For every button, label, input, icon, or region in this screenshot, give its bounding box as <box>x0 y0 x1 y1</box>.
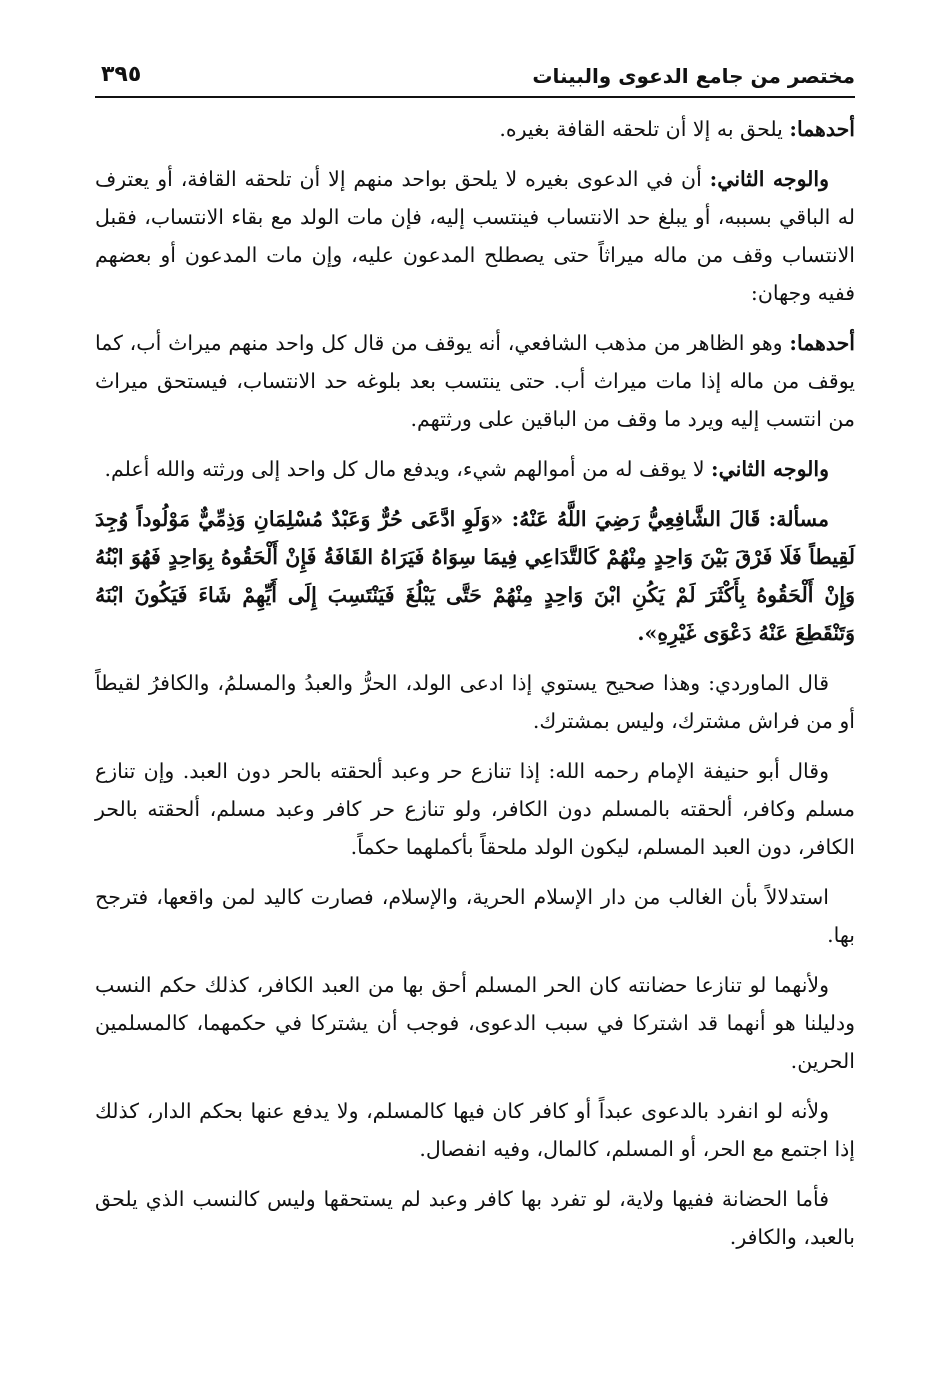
paragraph-text: ولأنهما لو تنازعا حضانته كان الحر المسلم أحق بها من العبد الكافر، كذلك حكم النسب ودليلنا هو أنهما قد اشتركا في سبب الدعوى، فوجب أن يشتركا في حكمهما، كالمسلمين الحرين. <box>95 973 855 1073</box>
paragraph-text: فأما الحضانة ففيها ولاية، لو تفرد بها كافر وعبد لم يستحقها وليس كالنسب الذي يلحق بالعبد، والكافر. <box>95 1187 855 1249</box>
paragraph <box>95 324 855 438</box>
page-number: ٣٩٥ <box>101 62 142 87</box>
quote-text: «وَلَوِ ادَّعَى حُرٌّ وَعَبْدٌ مُسْلِمَانِ وَذِمِّيٌّ مَوْلُوداً وُجِدَ لَقِيطاً فَلَا فَرْقَ بَيْنَ وَاحِدٍ مِنْهُمْ كَالتَّدَاعِي فِيمَا سِوَاهُ فَيَرَاهُ القَافَةُ فَإِنْ أَلْحَقُوهُ بِوَاحِدٍ فَهُوَ ابْنُهُ وَإِنْ أَلْحَقُوهُ بِأَكْثَرَ لَمْ يَكُنِ ابْنَ وَاحِدٍ مِنْهُمْ حَتَّى يَبْلُغَ فَيَنْتَسِبَ إِلَى أَيِّهِمْ شَاءَ فَيَكُونَ ابْنَهُ وَتَنْقَطِعَ عَنْهُ دَعْوَى غَيْرِهِ». <box>95 507 855 645</box>
paragraph <box>95 878 855 954</box>
book-page <box>95 58 855 1328</box>
paragraph <box>95 1092 855 1168</box>
paragraph-lead: أحدهما: <box>789 331 855 355</box>
paragraph-text: أن في الدعوى بغيره لا يلحق بواحد منهم إلا أن تلحقه القافة، أو يعترف له الباقي بسببه، أو يبلغ حد الانتساب فينتسب إليه، فإن مات الولد مع بقاء الانتساب، فقبل الانتساب وقف من ماله ميراثاً حتى يصطلح المدعون عليه، وإن مات المدعون أو بعضهم ففيه وجهان: <box>95 167 855 305</box>
paragraph <box>95 110 855 148</box>
paragraph-lead: والوجه الثاني: <box>709 167 829 191</box>
paragraph-text: وهو الظاهر من مذهب الشافعي، أنه يوقف من قال كل واحد منهم ميراث أب، كما يوقف من ماله إذا مات ميراث أب. حتى ينتسب بعد بلوغه حد الانتساب، فيستحق ميراث من انتسب إليه ويرد ما وقف من الباقين على ورثتهم. <box>95 331 855 431</box>
paragraph <box>95 664 855 740</box>
paragraph <box>95 450 855 488</box>
paragraph-text: استدلالاً بأن الغالب من دار الإسلام الحرية، والإسلام، فصارت كاليد لمن واقعها، فترجح بها. <box>95 885 855 947</box>
header-title: مختصر من جامع الدعوى والبينات <box>532 64 855 88</box>
paragraph-lead: أحدهما: <box>789 117 855 141</box>
paragraph-lead: مسألة: قَالَ الشَّافِعِيُّ رَضِيَ اللَّهُ عَنْهُ: <box>511 507 829 531</box>
paragraph <box>95 966 855 1080</box>
paragraph <box>95 1180 855 1256</box>
paragraph <box>95 160 855 312</box>
paragraph-text: قال الماوردي: وهذا صحيح يستوي إذا ادعى الولد، الحرُّ والعبدُ والمسلمُ، والكافرُ لقيطاً أو من فراش مشترك، وليس بمشترك. <box>95 671 855 733</box>
body-text <box>95 110 855 1256</box>
paragraph-lead: والوجه الثاني: <box>711 457 829 481</box>
paragraph-text: ولأنه لو انفرد بالدعوى عبداً أو كافر كان فيها كالمسلم، ولا يدفع عنها بحكم الدار، كذلك إذا اجتمع مع الحر، أو المسلم، كالمال، وفيه انفصال. <box>95 1099 855 1161</box>
paragraph-text: لا يوقف له من أموالهم شيء، ويدفع مال كل واحد إلى ورثته والله أعلم. <box>104 457 712 481</box>
paragraph-text: يلحق به إلا أن تلحقه القافة بغيره. <box>499 117 790 141</box>
paragraph <box>95 500 855 652</box>
paragraph <box>95 752 855 866</box>
paragraph-text: وقال أبو حنيفة الإمام رحمه الله: إذا تنازع حر وعبد ألحقته بالحر دون العبد. وإن تنازع مسلم وكافر، ألحقته بالمسلم دون الكافر، ولو تنازع حر كافر وعبد مسلم، ألحقته بالحر الكافر، دون العبد المسلم، ليكون الولد ملحقاً بأكملهما حكماً. <box>95 759 855 859</box>
running-header <box>95 58 855 98</box>
